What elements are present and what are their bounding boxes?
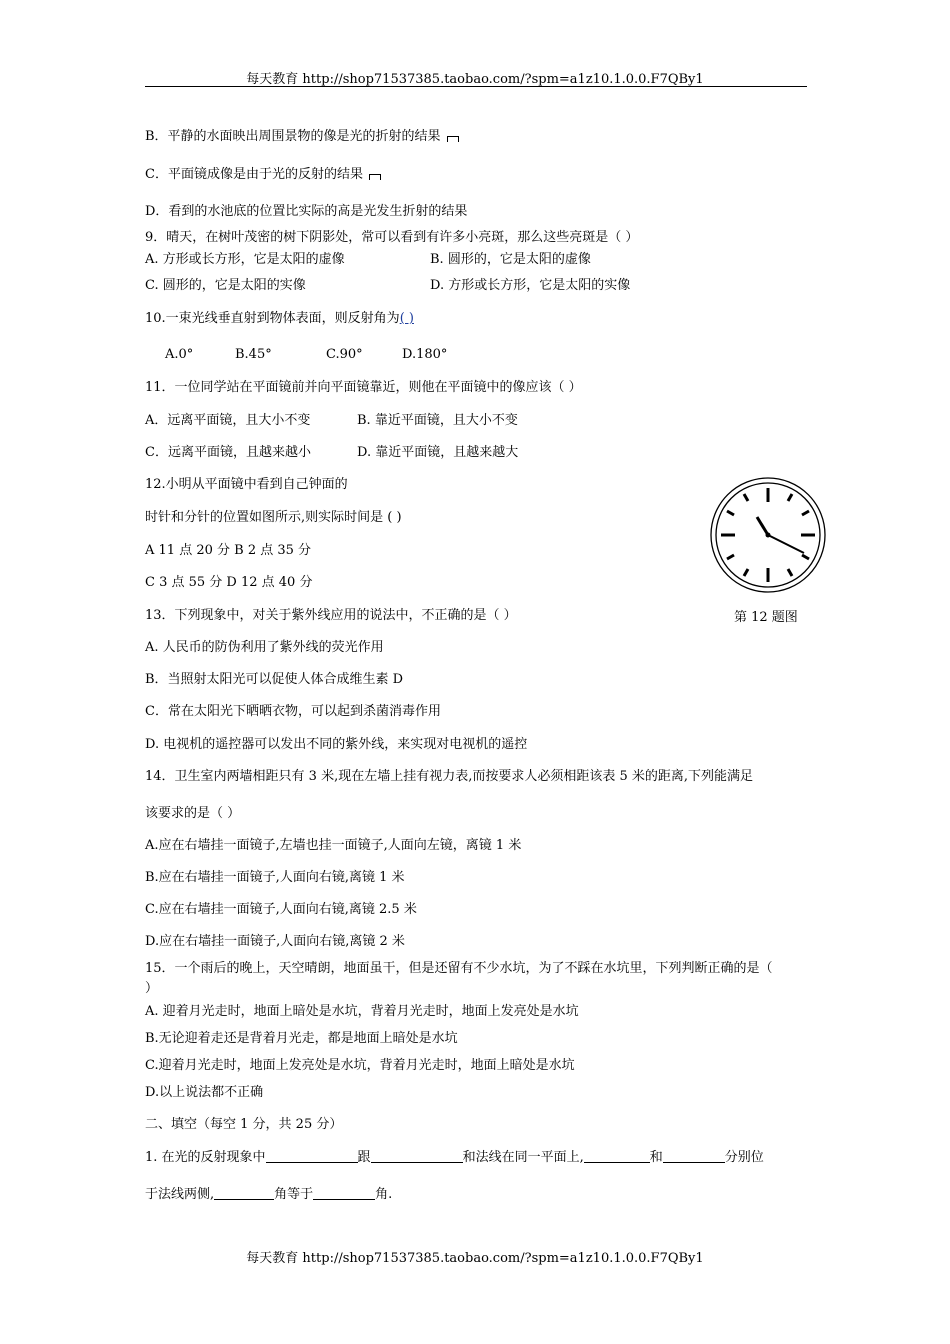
q9-option-c: C. 圆形的，它是太阳的实像: [145, 278, 306, 293]
q11-options-row1: [145, 412, 518, 430]
q9-option-a: A. 方形或长方形，它是太阳的虚像: [145, 252, 345, 267]
fill-blank[interactable]: [371, 1149, 463, 1163]
q12-stem-line2: 时针和分针的位置如图所示,则实际时间是 ( ): [145, 510, 402, 525]
fill-blank[interactable]: [663, 1149, 725, 1163]
q14-option-d: D.应在右墙挂一面镜子,人面向右镜,离镜 2 米: [145, 934, 405, 949]
q9-options-row2: [145, 277, 630, 295]
q8-option-b: B．平静的水面映出周围景物的像是光的折射的结果: [145, 128, 459, 146]
q8-option-d: D．看到的水池底的位置比实际的高是光发生折射的结果: [145, 204, 468, 219]
q14-stem-line1: 14．卫生室内两墙相距只有 3 米,现在左墙上挂有视力表,而按要求人必须相距该表 5 米的距离,下列能满足: [145, 769, 754, 784]
q12-stem-line1: 12.小明从平面镜中看到自己钟面的: [145, 477, 348, 492]
page-header: 每天教育 http://shop71537385.taobao.com/?spm=a1z10.1.0.0.F7QBy1: [246, 72, 704, 87]
q9-options-row1: [145, 251, 591, 269]
section2-title: 二、填空（每空 1 分，共 25 分）: [145, 1117, 343, 1132]
q15-stem-line1: 15．一个雨后的晚上，天空晴朗，地面虽干，但是还留有不少水坑，为了不踩在水坑里，下列判断正确的是（: [145, 961, 773, 976]
fill-blank[interactable]: [584, 1149, 650, 1163]
q15-option-b: B.无论迎着走还是背着月光走，都是地面上暗处是水坑: [145, 1031, 458, 1046]
q12-options-ab: A 11 点 20 分 B 2 点 35 分: [145, 543, 312, 558]
q8-option-c: C．平面镜成像是由于光的反射的结果: [145, 166, 381, 184]
q13-stem: 13．下列现象中，对关于紫外线应用的说法中，不正确的是（ ）: [145, 608, 517, 623]
page-footer: 每天教育 http://shop71537385.taobao.com/?spm=a1z10.1.0.0.F7QBy1: [246, 1251, 704, 1266]
q11-stem: 11．一位同学站在平面镜前并向平面镜靠近，则他在平面镜中的像应该（ ）: [145, 380, 582, 395]
q14-option-b: B.应在右墙挂一面镜子,人面向右镜,离镜 1 米: [145, 870, 405, 885]
clock-center-pin: [766, 533, 771, 538]
q15-stem-line2: ）: [145, 981, 159, 996]
q13-option-b: B．当照射太阳光可以促使人体合成维生素 D: [145, 672, 404, 687]
q9-stem: 9．晴天，在树叶茂密的树下阴影处，常可以看到有许多小亮斑，那么这些亮斑是（ ）: [145, 230, 639, 245]
q11-option-b: B. 靠近平面镜，且大小不变: [357, 413, 518, 428]
section2-q1-line1: 1. 在光的反射现象中 跟 和法线在同一平面上, 和 分别位: [145, 1150, 764, 1165]
q15-option-d: D.以上说法都不正确: [145, 1085, 264, 1100]
fill-blank[interactable]: [266, 1149, 358, 1163]
q13-option-c: C．常在太阳光下晒晒衣物，可以起到杀菌消毒作用: [145, 704, 441, 719]
q11-option-d: D. 靠近平面镜，且越来越大: [357, 445, 519, 460]
q10-option-d: D.180°: [402, 347, 448, 362]
q11-option-a: A．远离平面镜，且大小不变: [145, 413, 311, 428]
q13-option-d: D. 电视机的遥控器可以发出不同的紫外线，来实现对电视机的遥控: [145, 737, 528, 752]
q15-option-a: A. 迎着月光走时，地面上暗处是水坑，背着月光走时，地面上发亮处是水坑: [145, 1004, 579, 1019]
q11-option-c: C．远离平面镜，且越来越小: [145, 445, 311, 460]
fill-blank[interactable]: [313, 1186, 375, 1200]
q15-option-c: C.迎着月光走时，地面上发亮处是水坑，背着月光走时，地面上暗处是水坑: [145, 1058, 575, 1073]
q10-option-b: B.45°: [235, 347, 272, 362]
q10-option-a: A.0°: [165, 347, 194, 362]
q12-figure-caption: 第 12 题图: [734, 610, 798, 625]
q9-option-d: D. 方形或长方形，它是太阳的实像: [430, 278, 631, 293]
q10-stem: 10.一束光线垂直射到物体表面，则反射角为( ): [145, 311, 414, 326]
q13-option-a: A. 人民币的防伪利用了紫外线的荧光作用: [145, 640, 384, 655]
q10-option-c: C.90°: [326, 347, 363, 362]
q10-answer-paren: ( ): [399, 311, 414, 326]
fill-blank[interactable]: [214, 1186, 274, 1200]
q11-options-row2: [145, 444, 518, 462]
section2-q1-line2: 于法线两侧, 角等于 角.: [145, 1187, 393, 1202]
q9-option-b: B. 圆形的，它是太阳的虚像: [430, 252, 591, 267]
q12-options-cd: C 3 点 55 分 D 12 点 40 分: [145, 575, 313, 590]
q14-stem-line2: 该要求的是（ ）: [145, 806, 241, 821]
q10-options: [165, 346, 447, 364]
clock-figure: [709, 477, 829, 597]
q14-option-a: A.应在右墙挂一面镜子,左墙也挂一面镜子,人面向左镜，离镜 1 米: [145, 838, 522, 853]
q14-option-c: C.应在右墙挂一面镜子,人面向右镜,离镜 2.5 米: [145, 902, 417, 917]
header-rule: [145, 86, 807, 87]
